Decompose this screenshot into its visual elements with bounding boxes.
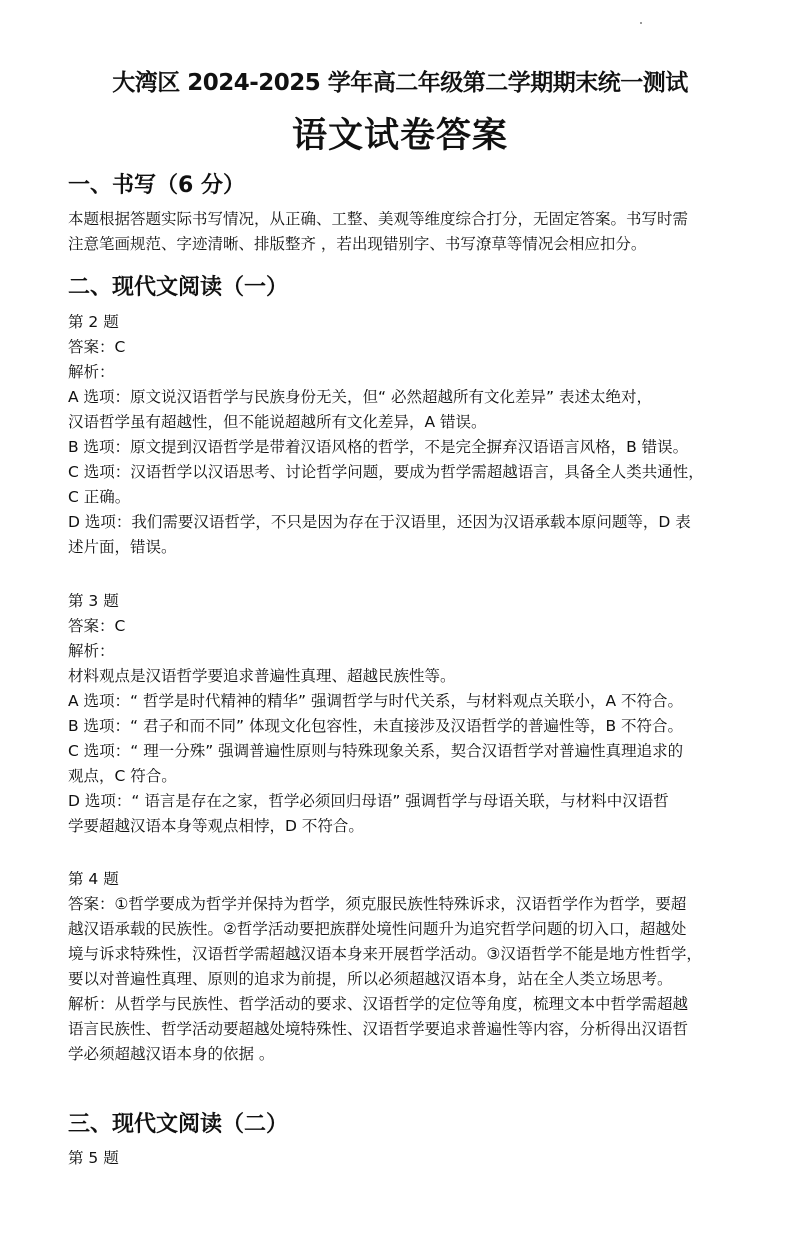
section-2-heading: 二、现代文阅读（一） [68,275,289,300]
text-line: D 选项：我们需要汉语哲学，不只是因为存在于汉语里，还因为汉语承载本原问题等，D 表 [68,513,691,531]
section-1-body [68,207,738,257]
question-5-block [68,1146,738,1171]
text-line: 材料观点是汉语哲学要追求普遍性真理、超越民族性等。 [68,667,456,685]
text-line: 学要超越汉语本身等观点相悖，D 不符合。 [68,817,364,835]
text-line: 观点，C 符合。 [68,767,177,785]
analysis-label: 解析： [68,363,115,381]
answer-line: 答案：C [68,338,126,356]
question-number: 第 5 题 [68,1149,119,1167]
page-title: 语文试卷答案 [291,116,508,156]
text-line: B 选项：原文提到汉语哲学是带着汉语风格的哲学，不是完全摒弃汉语语言风格，B 错误。 [68,438,689,456]
text-line: B 选项：“ 君子和而不同” 体现文化包容性，未直接涉及汉语哲学的普遍性等，B 不符合。 [68,717,684,735]
text-line: 述片面，错误。 [68,538,177,556]
question-number: 第 4 题 [68,870,119,888]
text-line: C 选项：“ 理一分殊” 强调普遍性原则与特殊现象关系，契合汉语哲学对普遍性真理追求的 [68,742,684,760]
section-1-heading: 一、书写（6 分） [68,173,245,198]
question-3-block [68,589,738,839]
answer-line: 答案：C [68,617,126,635]
scan-speck [640,22,642,24]
question-number: 第 2 题 [68,313,119,331]
analysis-line: 解析：从哲学与民族性、哲学活动的要求、汉语哲学的定位等角度，梳理文本中哲学需超越 [68,995,689,1013]
text-line: C 正确。 [68,488,131,506]
section-3-heading: 三、现代文阅读（二） [68,1112,289,1137]
text-line: 境与诉求特殊性，汉语哲学需超越汉语本身来开展哲学活动。③汉语哲学不能是地方性哲学， [68,945,702,963]
text-line: D 选项：“ 语言是存在之家，哲学必须回归母语” 强调哲学与母语关联，与材料中汉语哲 [68,792,669,810]
analysis-label: 解析： [68,642,115,660]
text-line: 语言民族性、哲学活动要超越处境特殊性、汉语哲学要追求普遍性等内容，分析得出汉语哲 [68,1020,689,1038]
exam-title: 大湾区 2024-2025 学年高二年级第二学期期末统一测试 [112,70,688,96]
text-line: 学必须超越汉语本身的依据 。 [68,1045,275,1063]
text-line: A 选项：“ 哲学是时代精神的精华” 强调哲学与时代关系，与材料观点关联小，A 不符合。 [68,692,683,710]
question-4-block [68,867,738,1067]
answer-line: 答案：①哲学要成为哲学并保持为哲学，须克服民族性特殊诉求，汉语哲学作为哲学，要超 [68,895,687,913]
text-line: 汉语哲学虽有超越性，但不能说超越所有文化差异，A 错误。 [68,413,487,431]
question-number: 第 3 题 [68,592,119,610]
text-line: 注意笔画规范、字迹清晰、排版整齐 ，若出现错别字、书写潦草等情况会相应扣分。 [68,235,647,253]
question-2-block [68,310,738,560]
text-line: 越汉语承载的民族性。②哲学活动要把族群处境性问题升为追究哲学问题的切入口，超越处 [68,920,687,938]
text-line: A 选项：原文说汉语哲学与民族身份无关，但“ 必然超越所有文化差异” 表述太绝对， [68,388,652,406]
text-line: 本题根据答题实际书写情况，从正确、工整、美观等维度综合打分，无固定答案。书写时需 [68,210,689,228]
text-line: 要以对普遍性真理、原则的追求为前提，所以必须超越汉语本身，站在全人类立场思考。 [68,970,673,988]
text-line: C 选项：汉语哲学以汉语思考、讨论哲学问题，要成为哲学需超越语言，具备全人类共通性， [68,463,704,481]
